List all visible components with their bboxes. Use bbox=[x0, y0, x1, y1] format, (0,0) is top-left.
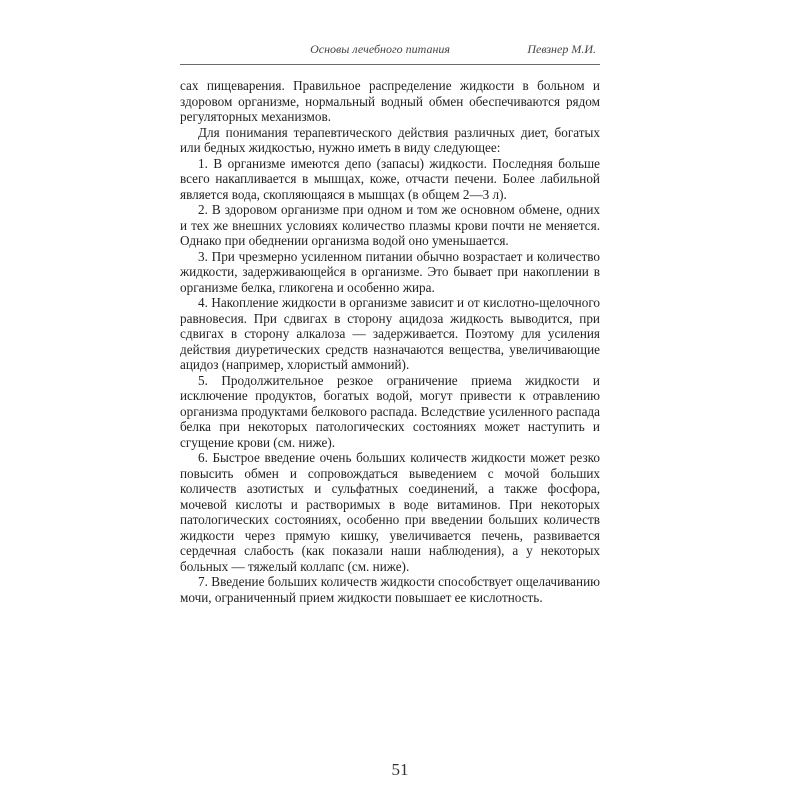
paragraph-point-1: 1. В организме имеются депо (запасы) жидкости. Последняя больше всего накапливается в мышцах, коже, отчасти печени. Более лабильной является вода, скопляющаяся в мышцах (в общем 2—3 л). bbox=[180, 155, 600, 202]
paragraph-point-3: 3. При чрезмерно усиленном питании обычно возрастает и количество жидкости, задерживающейся в организме. Это бывает при накоплении в организме белка, гликогена и особенно жира. bbox=[180, 248, 600, 295]
paragraph-point-6: 6. Быстрое введение очень больших количеств жидкости может резко повысить обмен и сопровождаться выведением с мочой больших количеств азотистых и сульфатных соединений, а также фосфора, мочевой кислоты и растворимых в воде витаминов. При некоторых патологических состояниях, особенно при введении больших количеств жидкости через прямую кишку, увеличивается печень, развивается сердечная слабость (как показали наши наблюдения), а у некоторых больных — тяжелый коллапс (см. ниже). bbox=[180, 450, 600, 574]
paragraph-point-5: 5. Продолжительное резкое ограничение приема жидкости и исключение продуктов, богатых водой, могут привести к отравлению организма продуктами белкового распада. Вследствие усиленного распада белка при некоторых патологических состояниях может наступить и сгущение крови (см. ниже). bbox=[180, 372, 600, 450]
paragraph-point-4: 4. Накопление жидкости в организме зависит и от кислотно-щелочного равновесия. При сдвигах в сторону ацидоза жидкость выводится, при сдвигах в сторону алкалоза — задерживается. Поэтому для усиления действия диуретических средств назначаются вещества, увеличивающие ацидоз (например, хлористый аммоний). bbox=[180, 295, 600, 372]
page-number: 51 bbox=[391, 760, 409, 779]
book-author: Певзнер М.И. bbox=[527, 42, 596, 56]
body-text bbox=[180, 78, 600, 605]
paragraph-intro: Для понимания терапевтического действия различных диет, богатых или бедных жидкостью, нужно иметь в виду следующее: bbox=[180, 124, 600, 155]
running-head bbox=[180, 40, 600, 62]
paragraph-point-2: 2. В здоровом организме при одном и том же основном обмене, одних и тех же внешних условиях количество плазмы крови почти не меняется. Однако при обеднении организма водой оно уменьшается. bbox=[180, 202, 600, 248]
paragraph-continuation: сах пищеварения. Правильное распределение жидкости в больном и здоровом организме, нормальный водный обмен обеспечиваются рядом регуляторных механизмов. bbox=[180, 78, 600, 124]
paragraph-point-7: 7. Введение больших количеств жидкости способствует ощелачиванию мочи, ограниченный прием жидкости повышает ее кислотность. bbox=[180, 574, 600, 605]
book-title: Основы лечебного питания bbox=[310, 42, 450, 56]
header-rule bbox=[180, 64, 600, 65]
